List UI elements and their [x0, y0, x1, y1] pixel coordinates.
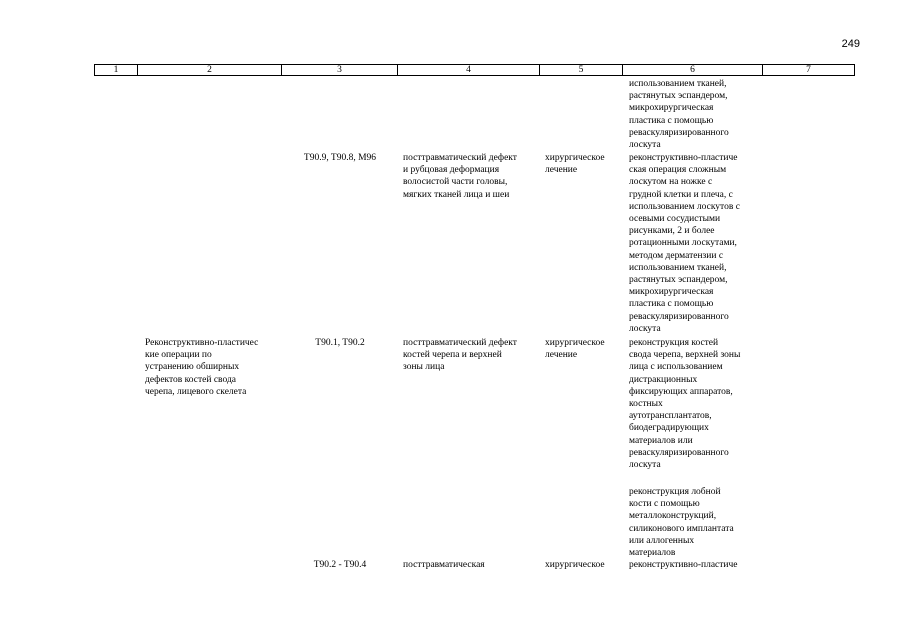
- treatment-type-cell: хирургическое: [545, 560, 605, 570]
- diagnosis-cell: посттравматический дефект костей черепа и верхней зоны лица: [403, 338, 517, 373]
- icd-code-cell: T90.1, T90.2: [315, 338, 365, 348]
- diagnosis-cell: посттравматическая: [403, 560, 485, 570]
- treatment-method-cell: использованием тканей, растянутых эспандером, микрохирургическая пластика с помощью реваскуляризированного лоскута: [629, 79, 729, 151]
- column-header-7: 7: [763, 64, 855, 76]
- column-header-3: 3: [282, 64, 398, 76]
- column-header-4: 4: [398, 64, 540, 76]
- treatment-method-cell: реконструкция лобной кости с помощью металлоконструкций, силиконового имплантата или аллогенных материалов: [629, 487, 734, 559]
- page-number: 249: [841, 38, 860, 50]
- icd-code-cell: T90.9, T90.8, M96: [303, 153, 377, 163]
- diagnosis-cell: посттравматический дефект и рубцовая деформация волосистой части головы, мягких тканей лица и шеи: [403, 153, 517, 200]
- treatment-type-cell: хирургическое лечение: [545, 153, 605, 176]
- treatment-method-cell: реконструктивно-пластиче: [629, 560, 738, 570]
- column-header-5: 5: [540, 64, 623, 76]
- column-header-2: 2: [138, 64, 282, 76]
- treatment-method-cell: реконструктивно-пластиче ская операция сложным лоскутом на ножке с грудной клетки и плеча, с использованием лоскутов с осевыми сосудистыми рисунками, 2 и более ротационными лоскутами, методом дерматензии с использованием тканей, растянутых эспандером, микрохирургическая пластика с помощью реваскуляризированного лоскута: [629, 153, 740, 334]
- procedure-name-cell: Реконструктивно-пластичес кие операции по устранению обширных дефектов костей свода черепа, лицевого скелета: [145, 338, 259, 397]
- treatment-method-cell: реконструкция костей свода черепа, верхней зоны лица с использованием дистракционных фиксирующих аппаратов, костных аутотрансплантатов, биодеградирующих материалов или реваскуляризированного лоскута: [629, 338, 741, 471]
- icd-code-cell: T90.2 - T90.4: [313, 560, 367, 570]
- treatment-type-cell: хирургическое лечение: [545, 338, 605, 361]
- column-header-6: 6: [623, 64, 763, 76]
- column-header-1: 1: [94, 64, 138, 76]
